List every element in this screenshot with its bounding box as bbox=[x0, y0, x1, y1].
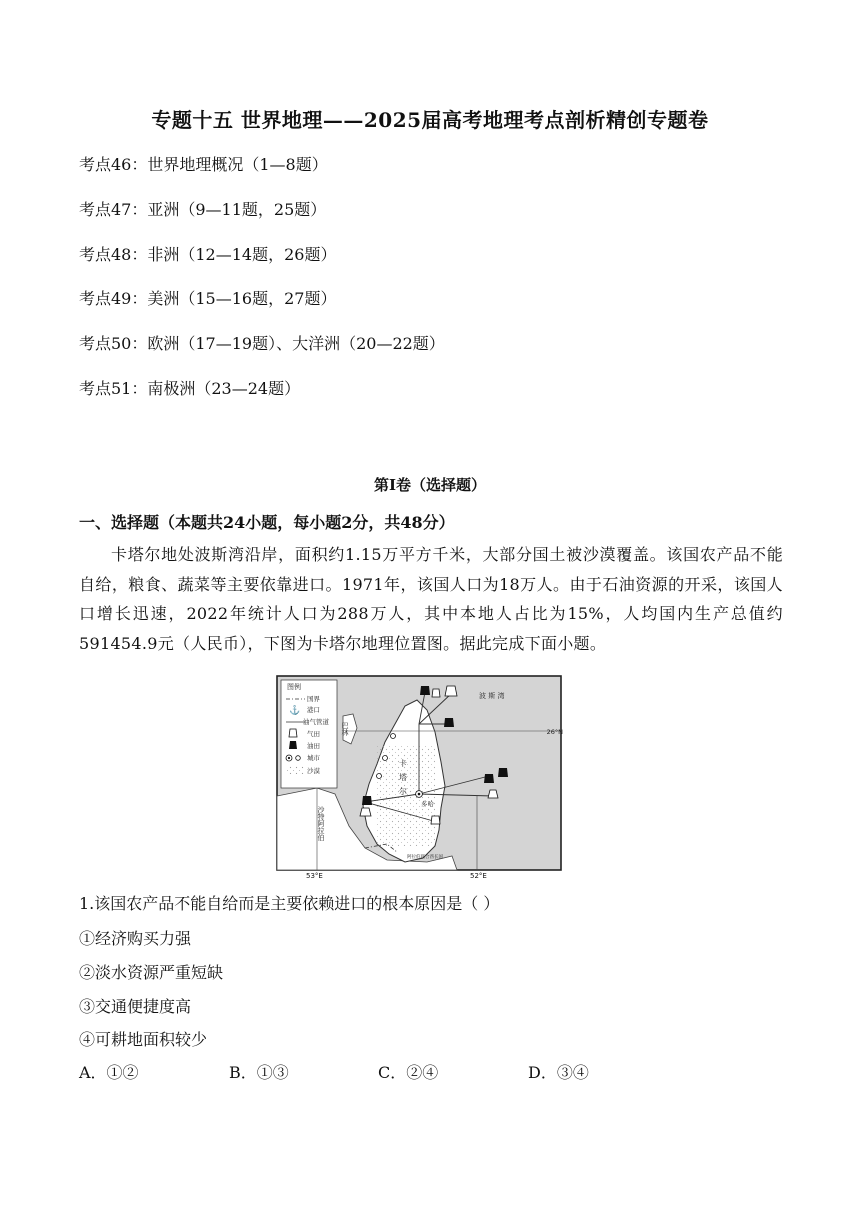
saudi-arabia-label: 沙特阿拉伯 bbox=[317, 806, 325, 841]
question-stem: 1.该国农产品不能自给而是主要依赖进口的根本原因是（ ） bbox=[79, 894, 500, 913]
gas-field-icon bbox=[289, 729, 297, 737]
statement-item: ④可耕地面积较少 bbox=[79, 1030, 208, 1049]
legend-pipeline-label: 油气管道 bbox=[303, 718, 329, 726]
page-title: 专题十五 世界地理——2025届高考地理考点剖析精创专题卷 bbox=[151, 108, 709, 132]
kaodian-item: 考点47：亚洲（9—11题，25题） bbox=[79, 200, 327, 219]
legend-title: 图例 bbox=[287, 683, 301, 691]
kaodian-item: 考点50：欧洲（17—19题）、大洋洲（20—22题） bbox=[79, 334, 445, 353]
kaodian-item: 考点48：非洲（12—14题，26题） bbox=[79, 245, 337, 264]
option-d[interactable]: D．③④ bbox=[528, 1063, 589, 1082]
legend-border-label: 国界 bbox=[307, 695, 320, 703]
persian-gulf-label: 波 斯 湾 bbox=[479, 692, 505, 700]
legend-oilfield-label: 油田 bbox=[307, 742, 320, 750]
legend-desert-label: 沙漠 bbox=[307, 767, 320, 775]
doha-label: 多哈 bbox=[421, 800, 434, 808]
qatar-label-3: 尔 bbox=[399, 787, 407, 796]
legend-gasfield-label: 气田 bbox=[307, 730, 320, 738]
statement-item: ③交通便捷度高 bbox=[79, 997, 192, 1016]
statement-item: ②淡水资源严重短缺 bbox=[79, 963, 224, 982]
statement-item: ①经济购买力强 bbox=[79, 929, 192, 948]
longitude-label-left: 53°E bbox=[306, 872, 323, 880]
qatar-label-2: 塔 bbox=[399, 773, 407, 782]
anchor-icon: ⚓ bbox=[289, 706, 301, 716]
section-title: 第I卷（选择题） bbox=[373, 476, 487, 494]
option-b[interactable]: B．①③ bbox=[229, 1063, 289, 1082]
longitude-label-right: 52°E bbox=[470, 872, 487, 880]
option-c[interactable]: C．②④ bbox=[378, 1063, 439, 1082]
question-context-paragraph: 卡塔尔地处波斯湾沿岸，面积约1.15万平方千米，大部分国土被沙漠覆盖。该国农产品不能自给，粮食、蔬菜等主要依靠进口。1971年，该国人口为18万人。由于石油资源的开采，该国人口增长迅速，2022年统计人口为288万人，其中本地人占比为15%，人均国内生产总值约591454.9元（人民币），下图为卡塔尔地理位置图。据此完成下面小题。 bbox=[79, 545, 783, 653]
section-heading: 一、选择题（本题共24小题，每小题2分，共48分） bbox=[79, 513, 455, 532]
qatar-location-map bbox=[277, 676, 561, 870]
latitude-label: 26°N bbox=[546, 728, 563, 736]
legend-port-label: 港口 bbox=[307, 706, 320, 714]
bahrain-label: 巴林 bbox=[341, 722, 349, 736]
kaodian-item: 考点46：世界地理概况（1—8题） bbox=[79, 155, 328, 174]
option-a[interactable]: A．①② bbox=[79, 1063, 139, 1082]
kaodian-item: 考点51：南极洲（23—24题） bbox=[79, 379, 301, 398]
uae-label: 阿拉伯联合酋长国 bbox=[407, 855, 443, 860]
qatar-label-1: 卡 bbox=[399, 759, 407, 768]
oil-field-icon bbox=[289, 741, 297, 749]
legend-city-label: 城市 bbox=[307, 754, 320, 762]
kaodian-item: 考点49：美洲（15—16题，27题） bbox=[79, 289, 337, 308]
